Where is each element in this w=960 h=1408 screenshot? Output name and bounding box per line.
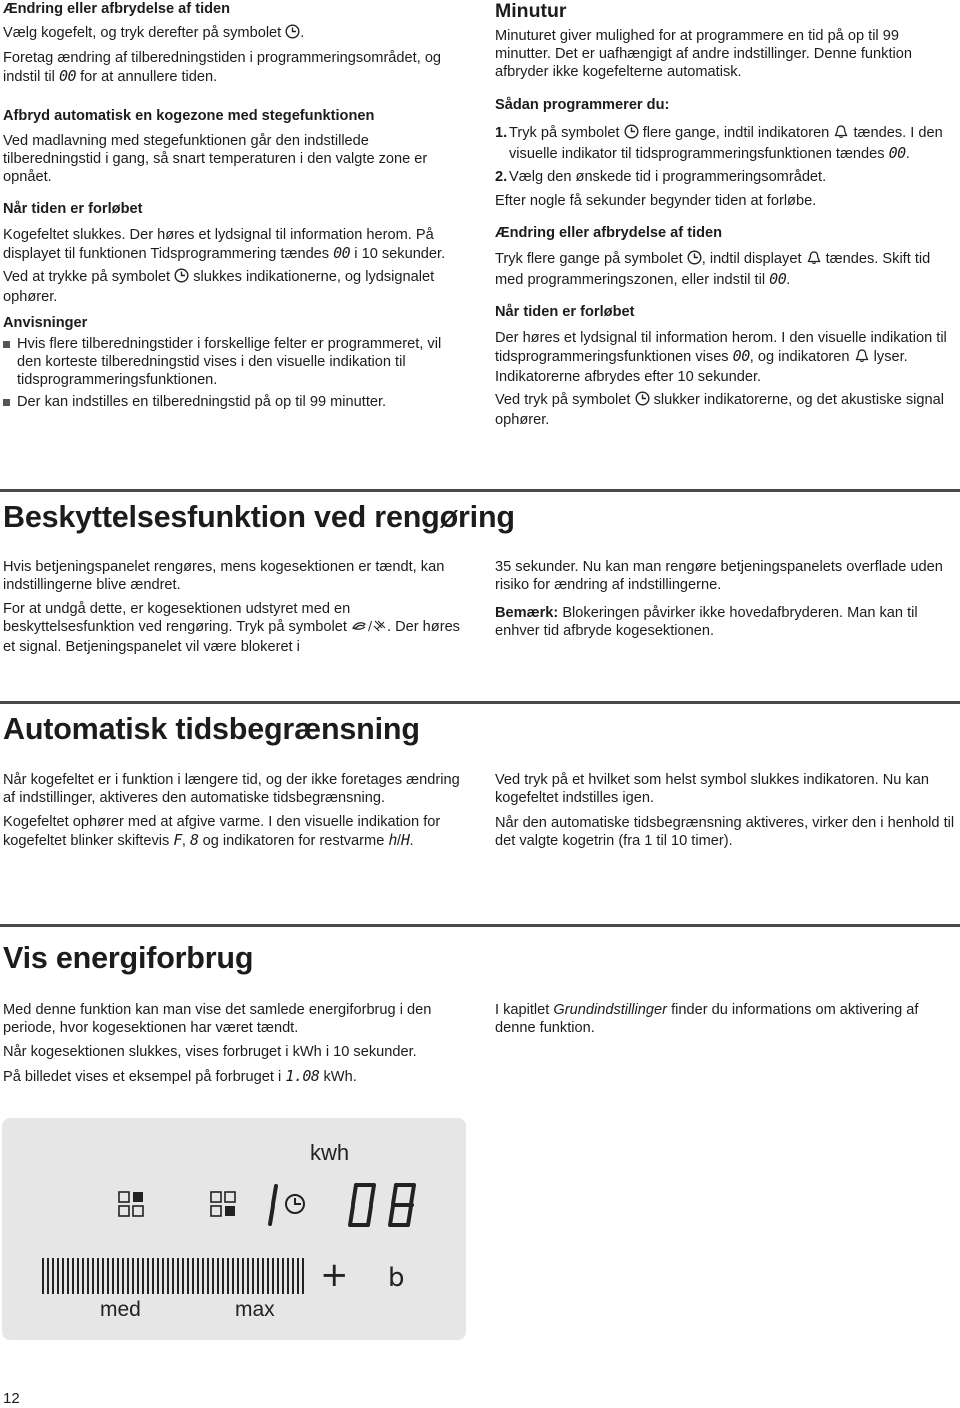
abort-paragraph: Ved madlavning med stegefunktionen går den indstillede tilberedningstid i gang, så snart temperaturen i den valgte zone er opnået. [3,133,428,185]
page-number: 12 [3,1390,20,1407]
section-divider [0,924,960,927]
clock-icon [635,391,650,411]
auto-paragraph-2: Kogefeltet ophører med at afgive varme. I den visuelle indikation for kogefeltet blinker skiftevis F, 8 og indikatoren for restvarme h/H. [3,814,441,849]
minutur-elapsed-paragraph: Der høres et lydsignal til information herom. I den visuelle indikation til tidsprogrammeringsfunktionen vises 00, og indikatoren lyser. Indikatorerne afbrydes efter 10 sekunder. [495,330,947,385]
segment-1-08: 1.08 [285,1067,320,1085]
auto-heading: Automatisk tidsbegrænsning [3,712,420,746]
notes-list [3,335,465,411]
wipe-right [495,558,957,640]
howto-title: Sådan programmerer du: [495,97,670,113]
after-paragraph: Efter nogle få sekunder begynder tiden at forløbe. [495,193,817,209]
minutur-title: Minutur [495,0,567,22]
energy-paragraph-3: På billedet vises et eksempel på forbruget i 1.08 kWh. [3,1067,357,1085]
energy-right [495,1001,957,1037]
energy-paragraph-1: Med denne funktion kan man vise det samlede energiforbrug i den periode, hvor kogesektionen har været tændt. [3,1002,432,1036]
bullet-square-icon [3,399,10,406]
kwh-label: kwh [310,1140,350,1165]
segment-00: 00 [888,144,906,162]
energy-left [3,1001,465,1086]
digit-one [270,1186,276,1224]
control-panel-drawing [2,1118,466,1340]
plus-label: + [320,1255,349,1295]
auto-right [495,771,957,850]
clock-icon [687,250,702,270]
elapsed-paragraph-2: Ved at trykke på symbolet slukkes indikationerne, og lydsignalet ophører. [3,269,435,305]
steps-list [495,124,957,186]
abort-title: Afbryd automatisk en kogezone med stegefunktionen [3,108,375,124]
svg-text:/: / [368,619,373,633]
change-paragraph-2: Foretag ændring af tilberedningstiden i programmeringsområdet, og indstil til 00 for at annullere tiden. [3,50,442,85]
energy-paragraph-2: Når kogesektionen slukkes, vises forbruget i kWh i 10 sekunder. [3,1044,417,1060]
list-item: 2. Vælg den ønskede tid i programmeringsområdet. [495,169,827,185]
wipe-paragraph-3: 35 sekunder. Nu kan man rengøre betjeningspanelets overflade uden risiko for ændring af indstillingerne. [495,559,943,593]
wipe-note: Bemærk: Blokeringen påvirker ikke hovedafbryderen. Man kan til enhver tid afbryde kogesektionen. [495,605,918,639]
digit-zero [350,1185,374,1225]
change-paragraph-1: Vælg kogefelt, og tryk derefter på symbolet . [3,24,465,44]
wipe-paragraph-2: For at undgå dette, er kogesektionen udstyret med en beskyttelsesfunktion ved rengøring. Tryk på symbolet / . Der høres et signal. Betjeningspanelet vil være blokeret i [3,601,460,655]
notes-title: Anvisninger [3,315,88,331]
clock-icon [285,24,300,44]
segment-8: 8 [190,831,199,849]
minutur-elapsed-title: Når tiden er forløbet [495,304,635,320]
segment-h-lower: h [388,831,397,849]
max-label: max [235,1298,275,1321]
right-column-top [495,0,957,429]
wipe-left [3,558,465,656]
section-divider [0,489,960,492]
minutur-change-paragraph: Tryk flere gange på symbolet , indtil displayet tændes. Skift tid med programmeringszonen, eller indstil til 00. [495,251,931,288]
energy-right-paragraph: I kapitlet Grundindstillinger finder du informations om aktivering af denne funktion. [495,1002,919,1036]
segment-00: 00 [769,270,787,288]
bell-icon [833,124,849,144]
list-item: Hvis flere tilberedningstider i forskellige felter er programmeret, vil den korteste tilberedningstid vises i den visuelle indikation til tidsprogrammeringsfunktionen. [3,335,465,389]
section-divider [0,701,960,704]
list-item: Der kan indstilles en tilberedningstid på op til 99 minutter. [3,393,465,411]
minutur-press-paragraph: Ved tryk på symbolet slukker indikatorerne, og det akustiske signal ophører. [495,392,945,428]
clock-icon [624,124,639,144]
segment-h-upper: H [400,831,410,849]
clock-icon [286,1195,304,1213]
b-label: b [388,1263,405,1293]
minutur-intro: Minuturet giver mulighed for at programmere en tid på op til 99 minutter. Det er uafhængigt af andre indstillinger. Denne funktion afbryder ikke kogefelterne automatisk. [495,28,912,80]
elapsed-paragraph-1: Kogefeltet slukkes. Der høres et lydsignal til information herom. På displayet til funktionen Tidsprogrammering tændes 00 i 10 sekunder. [3,227,446,262]
zone-selector-icon [119,1192,143,1216]
bell-icon [854,348,870,368]
wipe-protection-icon [351,618,387,638]
bell-icon [806,250,822,270]
change-title: Ændring eller afbrydelse af tiden [3,1,231,17]
auto-paragraph-1: Når kogefeltet er i funktion i længere tid, og der ikke foretages ændring af indstillinger, aktiveres den automatiske tidsbegrænsning. [3,772,460,806]
bullet-square-icon [3,341,10,348]
segment-00: 00 [333,244,351,262]
segment-00: 00 [732,347,750,365]
segment-00: 00 [58,67,77,85]
control-panel-illustration [2,1118,466,1340]
auto-paragraph-4: Når den automatiske tidsbegrænsning aktiveres, virker den i henhold til det valgte kogetrin (fra 1 til 10 timer). [495,815,955,849]
clock-icon [174,268,189,288]
elapsed-title: Når tiden er forløbet [3,201,143,217]
energy-heading: Vis energiforbrug [3,941,254,975]
auto-paragraph-3: Ved tryk på et hvilket som helst symbol slukkes indikatoren. Nu kan kogefeltet indstilles igen. [495,772,929,806]
minutur-change-title: Ændring eller afbrydelse af tiden [495,225,723,241]
auto-left [3,771,465,850]
zone-selector-icon [211,1192,235,1216]
med-label: med [100,1298,141,1321]
wipe-paragraph-1: Hvis betjeningspanelet rengøres, mens kogesektionen er tændt, kan indstillingerne blive ændret. [3,559,445,593]
digit-eight [390,1185,414,1225]
wipe-heading: Beskyttelsesfunktion ved rengøring [3,500,515,534]
left-column-top [3,0,465,413]
list-item: 1. Tryk på symbolet flere gange, indtil indikatoren tændes. I den visuelle indikator til tidsprogrammeringsfunktionen tændes 00. [495,125,943,162]
power-slider [42,1258,304,1294]
segment-f: F [173,831,182,849]
